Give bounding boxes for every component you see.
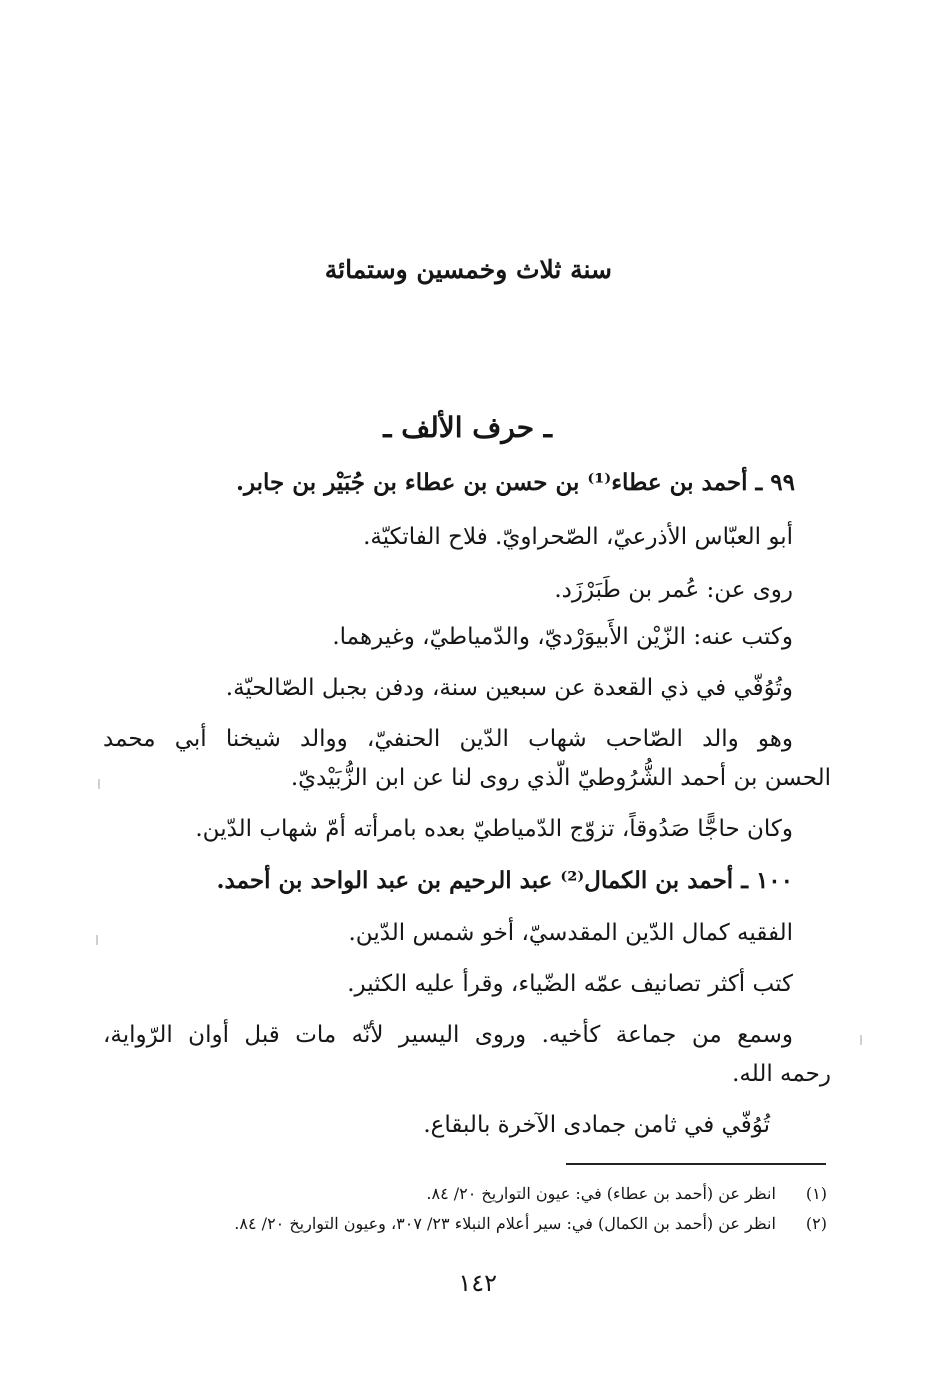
footnote-text: انظر عن (أحمد بن عطاء) في: عيون التواريخ ٢٠/ ٨٤. — [426, 1184, 776, 1203]
footnote-number: (١) — [805, 1184, 827, 1203]
entry-100-heading: ١٠٠ ـ أحمد بن الكمال⁽²⁾ عبد الرحيم بن عبد الواحد بن أحمد. — [216, 867, 793, 894]
entry-99-line: روى عن: عُمر بن طَبَرْزَد. — [554, 577, 793, 603]
footnote-text: انظر عن (أحمد بن الكمال) في: سير أعلام النبلاء ٢٣/ ٣٠٧، وعيون التواريخ ٢٠/ ٨٤. — [234, 1214, 776, 1233]
scan-speck — [98, 779, 100, 789]
section-title: ـ حرف الألف ـ — [383, 411, 552, 444]
scan-speck — [96, 935, 98, 945]
footnote-1 — [426, 1183, 827, 1205]
entry-100-line: تُوُفّي في ثامن جمادى الآخرة بالبقاع. — [423, 1112, 770, 1138]
entry-99-line: الحسن بن أحمد الشُّرُوطيّ الّذي روى لنا عن ابن الزُّبَيْديّ. — [290, 765, 831, 791]
page-number: ١٤٢ — [458, 1269, 497, 1297]
year-title: سنة ثلاث وخمسين وستمائة — [324, 255, 612, 284]
entry-99-line: وهو والد الصّاحب شهاب الدّين الحنفيّ، ووالد شيخنا أبي محمد — [103, 726, 793, 752]
footnote-number: (٢) — [805, 1214, 827, 1233]
entry-100-line: الفقيه كمال الدّين المقدسيّ، أخو شمس الدّين. — [348, 920, 793, 946]
entry-100-line: وسمع من جماعة كأخيه. وروى اليسير لأنّه مات قبل أوان الرّواية، — [103, 1022, 793, 1048]
entry-100-line: كتب أكثر تصانيف عمّه الضّياء، وقرأ عليه الكثير. — [347, 971, 793, 997]
entry-99-line: وكتب عنه: الزّيْن الأَبيوَرْديّ، والدّمياطيّ، وغيرهما. — [332, 624, 793, 650]
entry-99-line: وتُوُفّي في ذي القعدة عن سبعين سنة، ودفن بجبل الصّالحيّة. — [225, 675, 793, 701]
footnote-separator — [566, 1163, 826, 1165]
entry-99-line: أبو العبّاس الأذرعيّ، الصّحراويّ. فلاح الفاتكيّة. — [363, 524, 793, 550]
entry-100-line: رحمه الله. — [732, 1061, 831, 1087]
scan-speck — [860, 1035, 862, 1045]
entry-99-heading: ٩٩ ـ أحمد بن عطاء⁽¹⁾ بن حسن بن عطاء بن جُبَيْر بن جابر. — [235, 469, 795, 496]
entry-99-line: وكان حاجًّا صَدُوقاً، تزوّج الدّمياطيّ بعده بامرأته أمّ شهاب الدّين. — [195, 816, 793, 842]
footnote-2 — [234, 1213, 827, 1235]
